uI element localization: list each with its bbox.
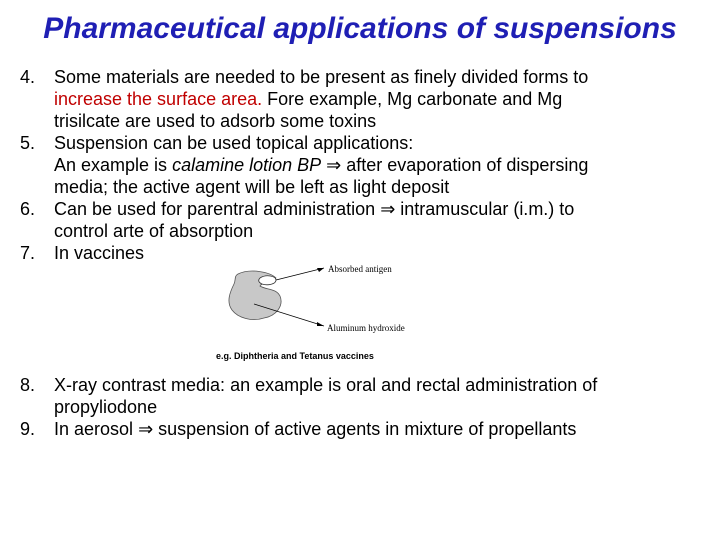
list-item-9 [20, 418, 705, 440]
item-number: 9. [20, 419, 36, 439]
antigen-arrow-head [317, 268, 324, 272]
vaccine-diagram [210, 264, 450, 364]
item-number: 8. [20, 375, 36, 395]
vaccine-figure-block [20, 264, 705, 374]
item-6-line-1 [54, 198, 705, 220]
list-item-7 [20, 242, 705, 264]
item-6-line-2: control arte of absorption [54, 221, 254, 241]
implies-arrow-icon: ⇒ [326, 155, 342, 175]
list-item-4 [20, 66, 705, 132]
item-8-line-1: X-ray contrast media: an example is oral and rectal administration of [54, 375, 598, 395]
item-5-line-2 [54, 154, 705, 176]
item-8-line-2: propyliodone [54, 397, 158, 417]
list-item-6 [20, 198, 705, 242]
absorbed-antigen-label: Absorbed antigen [328, 264, 392, 274]
item-4-line-1: Some materials are needed to be present as finely divided forms to [54, 67, 589, 87]
surface-area-highlight: increase the surface area. [54, 89, 263, 109]
aluminum-hydroxide-label: Aluminum hydroxide [327, 323, 405, 333]
calamine-lotion-text: calamine lotion BP [172, 155, 322, 175]
item-4-line-3: trisilcate are used to adsorb some toxins [54, 111, 377, 131]
item-5-line-2-pre: An example is [54, 155, 173, 175]
item-5-line-1: Suspension can be used topical applications: [54, 133, 414, 153]
application-list [20, 66, 705, 440]
item-number: 5. [20, 133, 36, 153]
absorbed-antigen-blob [259, 276, 276, 285]
item-number: 7. [20, 243, 36, 263]
item-4-line-2 [54, 88, 705, 110]
figure-caption: e.g. Diphtheria and Tetanus vaccines [216, 351, 374, 361]
list-item-5 [20, 132, 705, 198]
item-number: 6. [20, 199, 36, 219]
item-9-line-1 [54, 418, 705, 440]
item-5-line-3: media; the active agent will be left as light deposit [54, 177, 450, 197]
implies-arrow-icon: ⇒ [380, 199, 396, 219]
slide-title: Pharmaceutical applications of suspensions [43, 12, 677, 45]
item-9-line-1-pre: In aerosol [54, 419, 139, 439]
item-6-line-1-post: intramuscular (i.m.) to [395, 199, 575, 219]
list-item-8 [20, 374, 705, 418]
item-7-line-1: In vaccines [54, 243, 145, 263]
item-5-line-2-post: after evaporation of dispersing [341, 155, 589, 175]
item-4-line-2-rest: Fore example, Mg carbonate and Mg [262, 89, 563, 109]
implies-arrow-icon: ⇒ [138, 419, 154, 439]
item-6-line-1-pre: Can be used for parentral administration [54, 199, 381, 219]
item-number: 4. [20, 67, 36, 87]
item-9-line-1-post: suspension of active agents in mixture of propellants [153, 419, 577, 439]
antigen-pointer-arrow [276, 268, 324, 280]
